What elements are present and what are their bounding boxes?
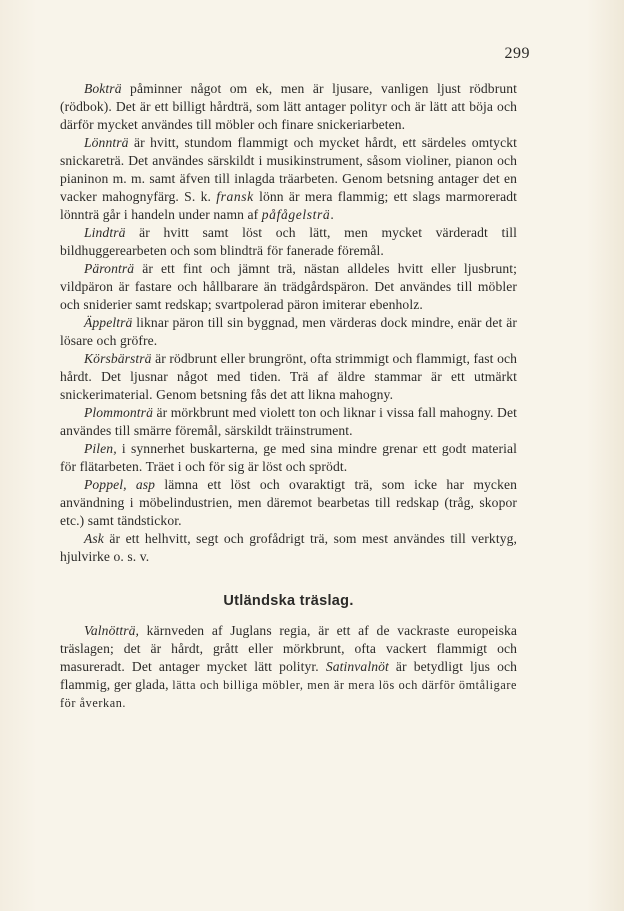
term-korsbarstra: Körsbärsträ xyxy=(84,351,152,366)
term-valnottra: Valnötträ, xyxy=(84,623,140,638)
section-heading: Utländska träslag. xyxy=(223,593,354,609)
term-ask: Ask xyxy=(84,531,104,546)
paragraph-korsbarstra xyxy=(60,350,517,404)
page-number: 299 xyxy=(504,45,530,62)
text-body xyxy=(60,80,517,712)
paragraph-lonntra xyxy=(60,134,517,224)
term-pilen: Pilen, xyxy=(84,441,117,456)
term-fransk: fransk xyxy=(216,189,254,204)
paragraph-text: är mörkbrunt med violett ton och liknar i vissa fall mahogny. Det användes till smärre föremål, särskildt träinstrument. xyxy=(60,405,517,438)
paragraph-plommontra xyxy=(60,404,517,440)
paragraph-text: kärnveden af Juglans regia, är ett af de vackraste europeiska träslagen; det är hårdt, grått eller mörkbrunt, ofta vackert flammigt och masureradt. Det antager mycket lätt polityr. xyxy=(60,623,517,674)
term-pafagelstra: påfågelsträ xyxy=(261,207,331,222)
term-porontra: Päronträ xyxy=(84,261,135,276)
paragraph-text: är betydligt ljus och flammig, ger glada, xyxy=(60,659,517,692)
paragraph-text: i synnerhet buskarterna, ge med sina mindre grenar ett godt material för flätarbeten. Träet i och för sig är löst och sprödt. xyxy=(60,441,517,474)
term-poppel-asp: Poppel, asp xyxy=(84,477,156,492)
paragraph-appeltra xyxy=(60,314,517,350)
paragraph-porontra xyxy=(60,260,517,314)
term-plommontra: Plommonträ xyxy=(84,405,153,420)
term-satinvalnot: Satinvalnöt xyxy=(325,659,389,674)
paragraph-text: liknar päron till sin byggnad, men värderas dock mindre, enär det är lösare och gröfre. xyxy=(60,315,517,348)
paragraph-boktra xyxy=(60,80,517,134)
paragraph-text: är hvitt samt löst och lätt, men mycket värderadt till bildhuggerearbeten och som blindträ för fanerade föremål. xyxy=(60,225,517,258)
paragraph-valnottra xyxy=(60,622,517,712)
paragraph-text: är ett fint och jämnt trä, nästan alldeles hvitt eller ljusbrunt; vildpäron är fastare och hållbarare än trädgårdspäron. Det användes till möbler och sniderier samt redskap; svartpolerad päron imiterar ebenholz. xyxy=(60,261,517,312)
term-lindtra: Lindträ xyxy=(84,225,126,240)
paragraph-lindtra xyxy=(60,224,517,260)
paragraph-small-text: lätta och billiga möbler, men är mera lös och därför ömtåligare för åverkan. xyxy=(60,678,517,710)
paragraph-text: är rödbrunt eller brungrönt, ofta strimmigt och flammigt, fast och hårdt. Det ljusnar något med tiden. Trä af äldre stammar är ett utmärkt snickerimaterial. Genom betsning fås det att likna mahogny. xyxy=(60,351,517,402)
paragraph-poppel xyxy=(60,476,517,530)
paragraph-text: påminner något om ek, men är ljusare, vanligen ljust rödbrunt (rödbok). Det är ett billigt hårdträ, som lätt antager polityr och är lätt att böja och därför mycket användes till möbler och finare snickeriarbeten. xyxy=(60,81,517,132)
term-lonntra: Lönnträ xyxy=(84,135,129,150)
term-boktra: Bokträ xyxy=(84,81,122,96)
paragraph-text: är ett helhvitt, segt och grofådrigt trä, som mest användes till verktyg, hjulvirke o. s. v. xyxy=(60,531,517,564)
paragraph-pilen xyxy=(60,440,517,476)
paragraph-text: lönn är mera flammig; ett slags marmoreradt lönnträ går i handeln under namn af xyxy=(60,189,517,222)
paragraph-text: är hvitt, stundom flammigt och mycket hårdt, ett särdeles omtyckt snickareträ. Det användes särskildt i musikinstrument, såsom violiner, pianon och pianinon m. m. samt äfven till inlagda träarbeten. Genom betsning antager det en vacker mahognyfärg. S. k. xyxy=(60,135,517,204)
paragraph-ask xyxy=(60,530,517,566)
paragraph-text: lämna ett löst och ovaraktigt trä, som icke har mycken användning i möbelindustrien, men däremot bearbetas till redskap (tråg, skopor etc.) samt tändstickor. xyxy=(60,477,517,528)
paragraph-text: . xyxy=(330,207,334,222)
term-appeltra: Äppelträ xyxy=(84,315,133,330)
